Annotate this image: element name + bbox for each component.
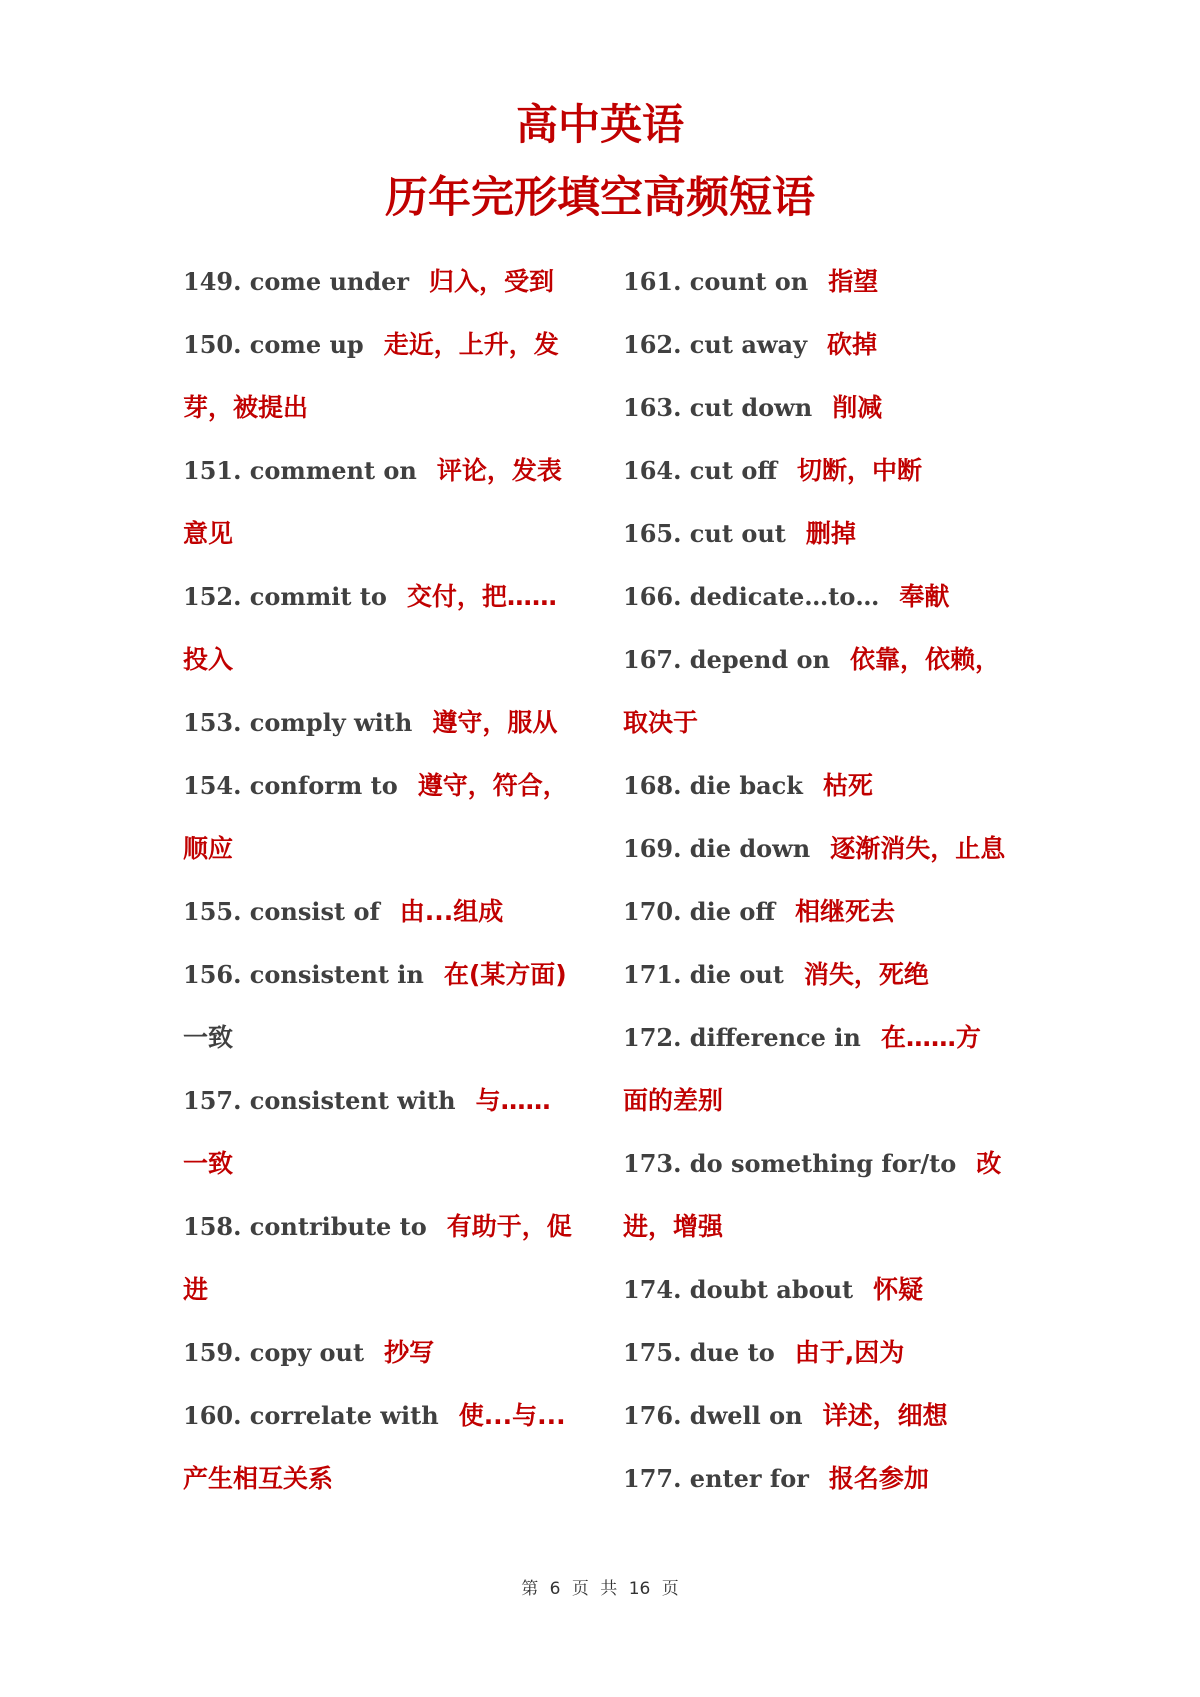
phrase-entry <box>183 325 613 451</box>
phrase-entry <box>623 388 1053 451</box>
phrase-line <box>623 514 1053 577</box>
phrase-entry <box>623 262 1053 325</box>
phrase-line-continued <box>183 1459 613 1522</box>
phrase-english: 166. dedicate…to… <box>623 582 880 611</box>
phrase-entry <box>623 514 1053 577</box>
phrase-list-left <box>183 262 613 1522</box>
phrase-entry <box>623 451 1053 514</box>
phrase-chinese-continued: 面的差别 <box>623 1086 724 1115</box>
phrase-chinese-continued: 一致 <box>183 1149 234 1178</box>
phrase-line <box>623 1396 1053 1459</box>
phrase-chinese: 改 <box>976 1149 1002 1178</box>
phrase-entry <box>623 1018 1053 1144</box>
phrase-chinese: 相继死去 <box>795 897 896 926</box>
phrase-english: 175. due to <box>623 1338 775 1367</box>
phrase-line <box>623 829 1053 892</box>
phrase-english: 149. come under <box>183 267 410 296</box>
phrase-english: 171. die out <box>623 960 784 989</box>
phrase-chinese-continued: 一致 <box>183 1023 234 1052</box>
phrase-chinese: 报名参加 <box>828 1464 929 1493</box>
phrase-english: 153. comply with <box>183 708 413 737</box>
phrase-line <box>183 703 613 766</box>
phrase-line-continued <box>183 514 613 577</box>
phrase-line-continued <box>183 1018 613 1081</box>
phrase-line <box>623 451 1053 514</box>
phrase-entry <box>183 451 613 577</box>
phrase-chinese: 归入，受到 <box>429 267 555 296</box>
phrase-entry <box>183 1333 613 1396</box>
phrase-english: 156. consistent in <box>183 960 424 989</box>
phrase-chinese: 在(某方面) <box>443 960 567 989</box>
phrase-line <box>623 1018 1053 1081</box>
phrase-line <box>623 577 1053 640</box>
phrase-line-continued <box>623 1081 1053 1144</box>
phrase-chinese: 枯死 <box>822 771 873 800</box>
phrase-chinese-continued: 进 <box>183 1275 209 1304</box>
phrase-line-continued <box>183 829 613 892</box>
phrase-entry <box>183 766 613 892</box>
phrase-entry <box>183 1081 613 1207</box>
phrase-entry <box>623 1333 1053 1396</box>
phrase-entry <box>623 955 1053 1018</box>
phrase-entry <box>183 262 613 325</box>
phrase-english: 167. depend on <box>623 645 830 674</box>
phrase-chinese: 消失，死绝 <box>803 960 929 989</box>
phrase-line-continued <box>183 1270 613 1333</box>
phrase-english: 158. contribute to <box>183 1212 427 1241</box>
phrase-chinese: 有助于，促 <box>446 1212 572 1241</box>
phrase-entry <box>183 955 613 1081</box>
phrase-entry <box>183 703 613 766</box>
phrase-chinese-continued: 产生相互关系 <box>183 1464 334 1493</box>
phrase-line-continued <box>183 640 613 703</box>
phrase-chinese: 与…… <box>475 1086 551 1115</box>
phrase-chinese: 切断，中断 <box>797 456 923 485</box>
phrase-english: 172. difference in <box>623 1023 861 1052</box>
phrase-chinese-continued: 意见 <box>183 519 234 548</box>
phrase-entry <box>623 640 1053 766</box>
phrase-line <box>623 955 1053 1018</box>
phrase-entry <box>623 1396 1053 1459</box>
phrase-line <box>183 1081 613 1144</box>
phrase-entry <box>623 1459 1053 1522</box>
phrase-line <box>183 451 613 514</box>
phrase-english: 162. cut away <box>623 330 808 359</box>
phrase-line-continued <box>623 1207 1053 1270</box>
phrase-line <box>183 892 613 955</box>
phrase-entry <box>183 1207 613 1333</box>
phrase-english: 157. consistent with <box>183 1086 456 1115</box>
phrase-english: 160. correlate with <box>183 1401 439 1430</box>
document-title: 高中英语 <box>515 100 684 149</box>
phrase-line <box>183 1396 613 1459</box>
page-number: 第 6 页 共 16 页 <box>521 1579 679 1599</box>
phrase-line <box>183 262 613 325</box>
phrase-entry <box>623 829 1053 892</box>
phrase-line-continued <box>623 703 1053 766</box>
phrase-chinese: 遵守，服从 <box>432 708 558 737</box>
phrase-chinese: 砍掉 <box>827 330 878 359</box>
phrase-chinese: 评论，发表 <box>436 456 562 485</box>
phrase-line <box>623 262 1053 325</box>
phrase-line <box>623 640 1053 703</box>
phrase-entry <box>183 577 613 703</box>
phrase-line <box>623 388 1053 451</box>
phrase-chinese: 使...与... <box>458 1401 566 1430</box>
phrase-english: 163. cut down <box>623 393 813 422</box>
phrase-english: 170. die off <box>623 897 776 926</box>
phrase-line <box>183 1333 613 1396</box>
phrase-line <box>183 325 613 388</box>
phrase-chinese-continued: 取决于 <box>623 708 699 737</box>
phrase-english: 151. comment on <box>183 456 417 485</box>
phrase-line <box>623 325 1053 388</box>
phrase-chinese: 交付，把…… <box>406 582 557 611</box>
phrase-line-continued <box>183 1144 613 1207</box>
phrase-chinese: 走近，上升，发 <box>383 330 559 359</box>
phrase-english: 176. dwell on <box>623 1401 803 1430</box>
phrase-entry <box>623 1270 1053 1333</box>
phrase-english: 152. commit to <box>183 582 387 611</box>
phrase-chinese: 遵守，符合， <box>417 771 568 800</box>
phrase-line <box>183 1207 613 1270</box>
phrase-line <box>623 1270 1053 1333</box>
document-subtitle: 历年完形填空高频短语 <box>385 173 815 223</box>
phrase-entry <box>183 892 613 955</box>
phrase-chinese-continued: 投入 <box>183 645 234 674</box>
phrase-english: 154. conform to <box>183 771 398 800</box>
phrase-english: 155. consist of <box>183 897 380 926</box>
phrase-english: 168. die back <box>623 771 803 800</box>
phrase-line <box>183 766 613 829</box>
phrase-chinese: 怀疑 <box>873 1275 924 1304</box>
phrase-chinese: 详述，细想 <box>822 1401 948 1430</box>
phrase-chinese: 依靠，依赖， <box>849 645 1000 674</box>
phrase-line <box>623 1333 1053 1396</box>
phrase-chinese: 奉献 <box>899 582 950 611</box>
phrase-entry <box>623 892 1053 955</box>
phrase-chinese: 削减 <box>832 393 883 422</box>
phrase-chinese: 删掉 <box>805 519 856 548</box>
phrase-english: 165. cut out <box>623 519 786 548</box>
phrase-chinese: 指望 <box>828 267 879 296</box>
phrase-line <box>623 766 1053 829</box>
phrase-entry <box>623 325 1053 388</box>
phrase-line <box>183 577 613 640</box>
phrase-list-right <box>623 262 1053 1522</box>
phrase-english: 177. enter for <box>623 1464 809 1493</box>
phrase-line <box>183 955 613 1018</box>
phrase-chinese: 由...组成 <box>399 897 504 926</box>
phrase-english: 161. count on <box>623 267 809 296</box>
phrase-chinese: 在……方 <box>880 1023 981 1052</box>
phrase-chinese: 逐渐消失，止息 <box>830 834 1006 863</box>
phrase-english: 169. die down <box>623 834 811 863</box>
phrase-chinese-continued: 顺应 <box>183 834 234 863</box>
phrase-line <box>623 1459 1053 1522</box>
phrase-line-continued <box>183 388 613 451</box>
phrase-entry <box>623 1144 1053 1270</box>
phrase-entry <box>183 1396 613 1522</box>
phrase-english: 159. copy out <box>183 1338 365 1367</box>
phrase-english: 164. cut off <box>623 456 778 485</box>
phrase-chinese: 由于,因为 <box>794 1338 905 1367</box>
phrase-chinese-continued: 芽，被提出 <box>183 393 309 422</box>
phrase-english: 173. do something for/to <box>623 1149 957 1178</box>
phrase-english: 174. doubt about <box>623 1275 854 1304</box>
phrase-english: 150. come up <box>183 330 364 359</box>
phrase-chinese-continued: 进，增强 <box>623 1212 724 1241</box>
phrase-line <box>623 892 1053 955</box>
phrase-chinese: 抄写 <box>384 1338 435 1367</box>
phrase-line <box>623 1144 1053 1207</box>
phrase-entry <box>623 766 1053 829</box>
phrase-entry <box>623 577 1053 640</box>
